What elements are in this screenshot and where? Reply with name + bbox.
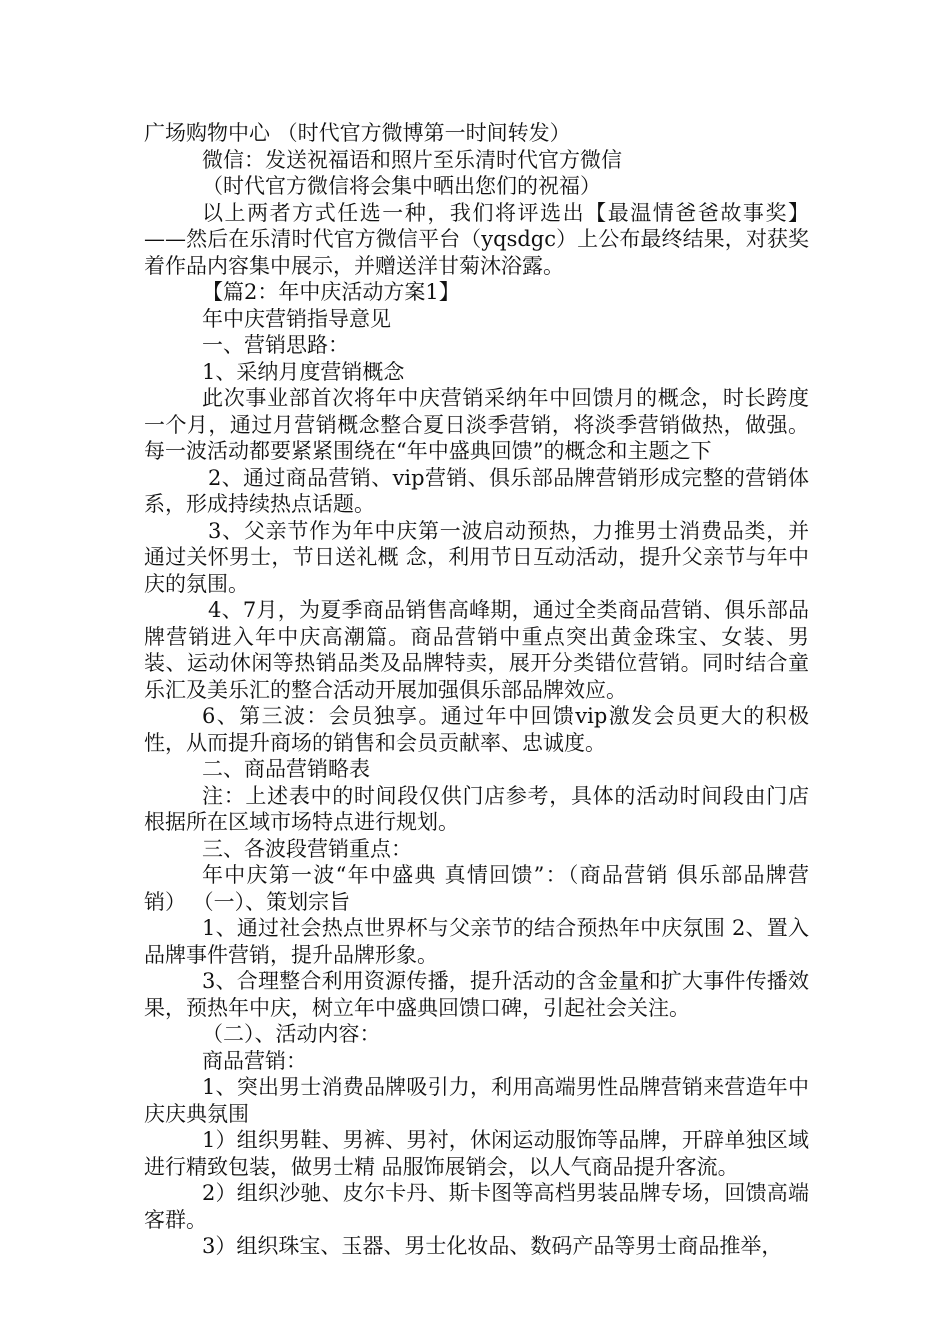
paragraph: （时代官方微信将会集中晒出您们的祝福） (202, 174, 601, 198)
section-heading: 二、商品营销略表 (202, 757, 370, 781)
paragraph: 微信：发送祝福语和照片至乐清时代官方微信 (202, 147, 622, 172)
paragraph: 此次事业部首次将年中庆营销采纳年中回馈月的概念，时长跨度一个月，通过月营销概念整合夏日淡季营销，将淡季营销做热，做强。每一波活动都要紧紧围绕在“年中盛典回馈”的概念和主题之下 (144, 386, 809, 463)
section-heading: 三、各波段营销重点： (202, 836, 412, 861)
paragraph: 3）组织珠宝、玉器、男士化妆品、数码产品等男士商品推举， (202, 1234, 783, 1258)
document-title: 年中庆营销指导意见 (202, 306, 391, 331)
paragraph: 注：上述表中的时间段仅供门店参考，具体的活动时间段由门店根据所在区域市场特点进行规划。 (144, 783, 809, 834)
paragraph: 3、父亲节作为年中庆第一波启动预热，力推男士消费品类，并通过关怀男士，节日送礼概 念，利用节日互动活动，提升父亲节与年中庆的氛围。 (144, 518, 809, 596)
section-heading: 一、营销思路： (202, 333, 349, 357)
paragraph: 1、突出男士消费品牌吸引力，利用高端男性品牌营销来营造年中庆庆典氛围 (144, 1075, 809, 1126)
paragraph: 4、7月，为夏季商品销售高峰期，通过全类商品营销、俱乐部品牌营销进入年中庆高潮篇。商品营销中重点突出黄金珠宝、女装、男装、运动休闲等热销品类及品牌特卖，展开分类错位营销。同时结合童乐汇及美乐汇的整合活动开展加强俱乐部品牌效应。 (144, 598, 809, 702)
paragraph: 广场购物中心 （时代官方微博第一时间转发） (144, 121, 571, 145)
paragraph: 2、通过商品营销、vip营销、俱乐部品牌营销形成完整的营销体系，形成持续热点话题。 (144, 465, 809, 516)
section-heading: 【篇2：年中庆活动方案1】 (202, 280, 460, 304)
paragraph: 以上两者方式任选一种，我们将评选出【最温情爸爸故事奖】——然后在乐清时代官方微信平台（yqsdgc）上公布最终结果，对获奖着作品内容集中展示，并赠送洋甘菊沐浴露。 (144, 200, 809, 278)
paragraph: 1、采纳月度营销概念 (202, 359, 405, 384)
paragraph: 6、第三波：会员独享。通过年中回馈vip激发会员更大的积极性，从而提升商场的销售和会员贡献率、忠诚度。 (144, 704, 809, 755)
paragraph: 1）组织男鞋、男裤、男衬，休闲运动服饰等品牌，开辟单独区域进行精致包装，做男士精 品服饰展销会，以人气商品提升客流。 (144, 1128, 809, 1179)
paragraph: 年中庆第一波“年中盛典 真情回馈”：（商品营销 俱乐部品牌营销） （一）、策划宗旨 (144, 863, 809, 914)
paragraph: 2）组织沙驰、皮尔卡丹、斯卡图等高档男装品牌专场，回馈高端客群。 (144, 1181, 809, 1232)
section-heading: （二）、活动内容： (202, 1022, 381, 1046)
paragraph: 1、通过社会热点世界杯与父亲节的结合预热年中庆氛围 2、置入品牌事件营销，提升品牌形象。 (144, 916, 809, 967)
document-body (144, 120, 809, 1260)
paragraph: 3、合理整合利用资源传播，提升活动的含金量和扩大事件传播效果，预热年中庆，树立年中盛典回馈口碑，引起社会关注。 (144, 969, 809, 1020)
paragraph: 商品营销： (202, 1048, 307, 1073)
